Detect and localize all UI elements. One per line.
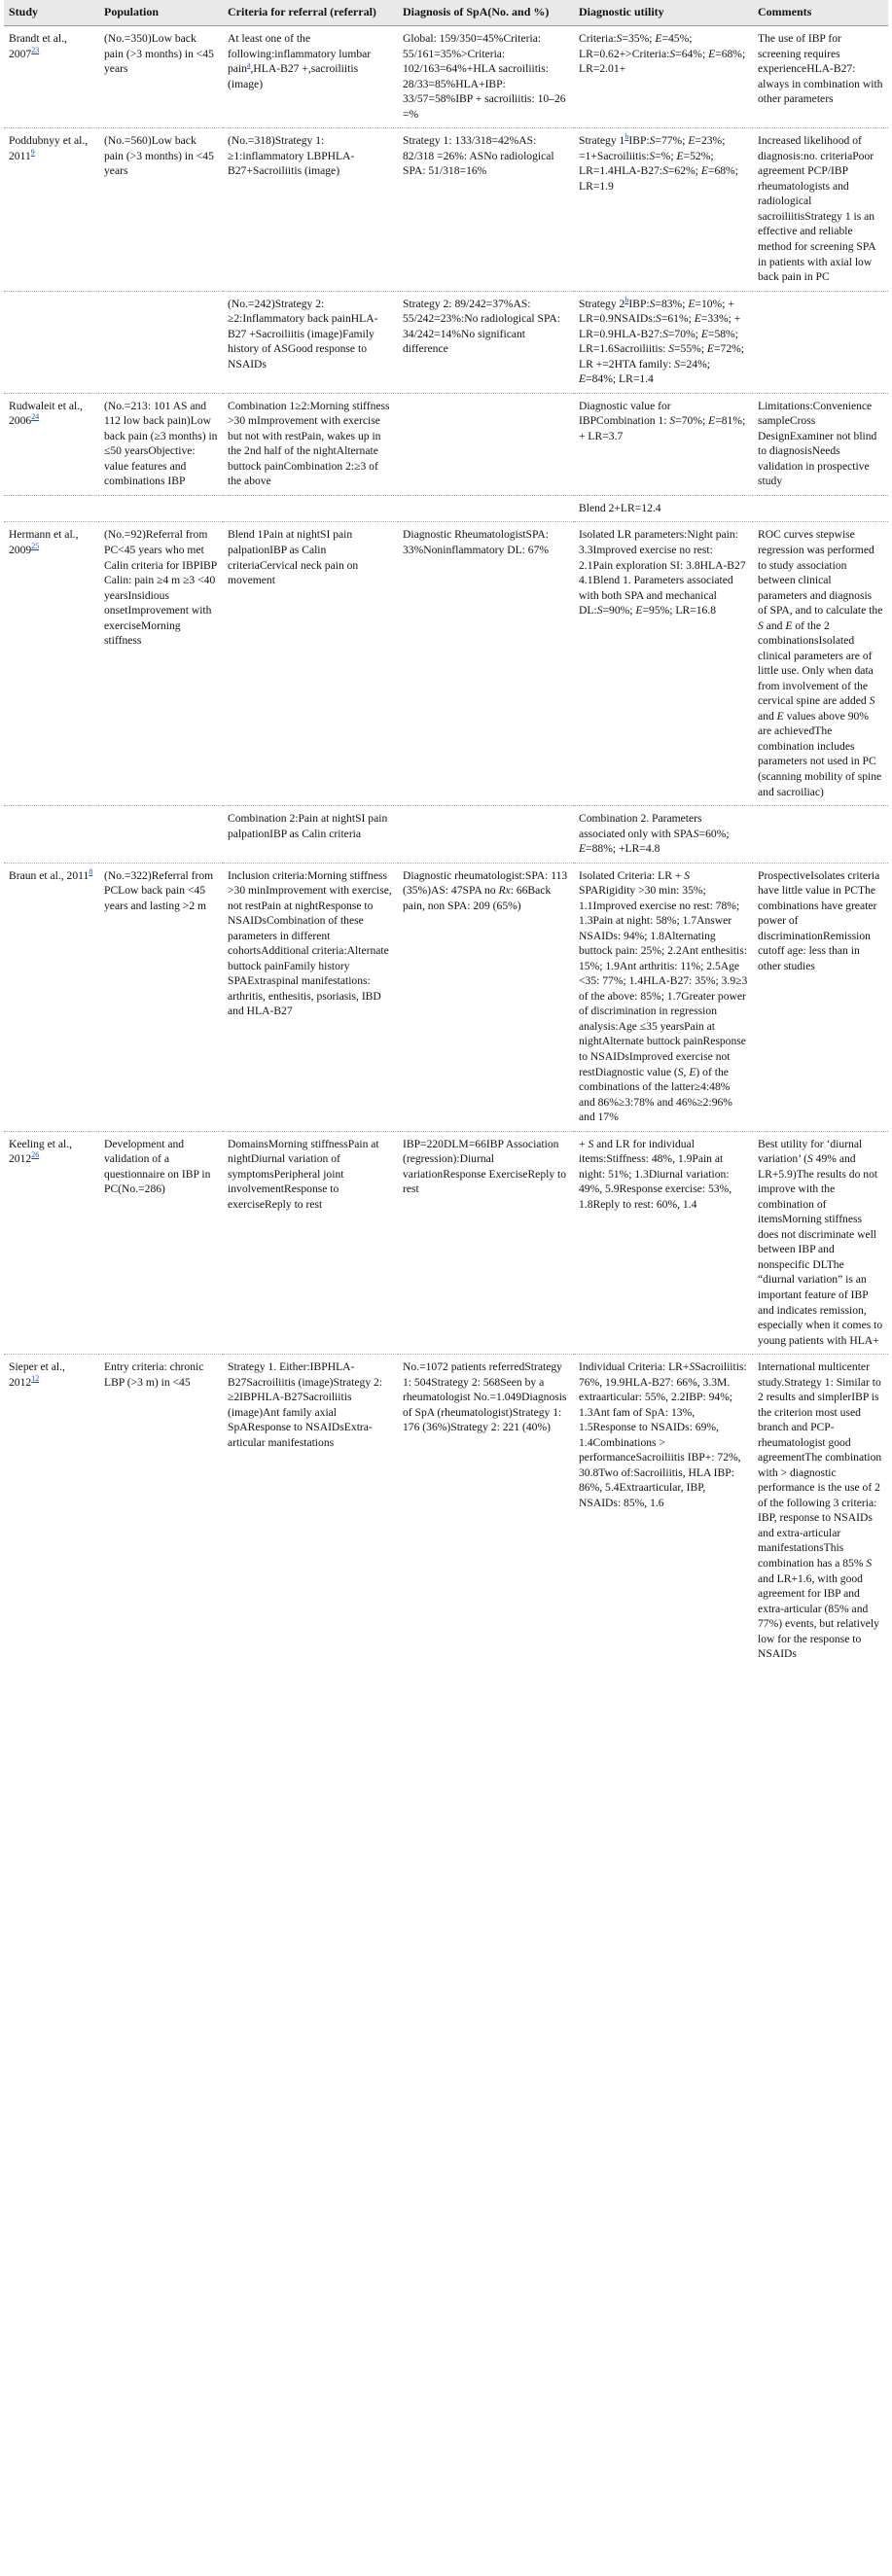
citation-ref-link[interactable]: 12 xyxy=(31,1373,40,1383)
cell-criteria xyxy=(223,495,398,522)
cell-study xyxy=(4,806,99,864)
cell-diagnosis: Diagnostic RheumatologistSPA: 33%Noninflammatory DL: 67% xyxy=(398,522,574,806)
italic-text: E xyxy=(694,312,701,326)
italic-text: S xyxy=(588,1137,594,1150)
cell-study xyxy=(4,495,99,522)
cell-text: and LR for individual items:Stiffness: 48%, 1.9Pain at night: 51%; 1.3Diurnal variation: 49%, 5.9Response exercise: 53%, 1.8Reply to rest: 60%, 1.4 xyxy=(579,1137,732,1211)
italic-text: E xyxy=(688,297,696,310)
table-row xyxy=(4,291,888,393)
col-header-comments: Comments xyxy=(753,0,888,26)
cell-text: =81%; + LR=3.7 xyxy=(579,414,746,442)
col-header-population: Population xyxy=(99,0,223,26)
table-row xyxy=(4,522,888,806)
col-header-diagnosis: Diagnosis of SpA(No. and %) xyxy=(398,0,574,26)
cell-utility xyxy=(574,1131,753,1354)
cell-text: =55%; xyxy=(674,342,707,356)
cell-diagnosis xyxy=(398,495,574,522)
cell-diagnosis: Global: 159/350=45%Criteria: 55/161=35%>Criteria: 102/163=64%+HLA sacroiliitis: 28/33=85%HLA+IBP: 33/57=58%IBP + sacroiliitis: 10–26 =% xyxy=(398,26,574,128)
cell-study xyxy=(4,1355,99,1668)
cell-study xyxy=(4,1131,99,1354)
italic-text: S xyxy=(693,827,699,840)
cell-comments xyxy=(753,291,888,393)
cell-text: =52%; LR=1.4HLA-B27: xyxy=(579,149,714,178)
cell-study xyxy=(4,522,99,806)
study-name: Poddubnyy et al., 2011 xyxy=(9,134,89,162)
cell-text: =62%; xyxy=(667,164,701,178)
cell-text: =77%; xyxy=(655,134,689,148)
cell-text: International multicenter study.Strategy 1: Similar to 2 results and simplerIBP is the criterion most used branch and PCP-rheumatologist good agreementThe combination with > diagnostic performance is the use of 2 of the following 3 criteria: IBP, response to NSAIDs and extra-articular manifestationsThis combination has a 85% xyxy=(758,1360,882,1570)
cell-text: ) of the combinations of the latter≥4:48% and 86%≥3:78% and 46%≥2:96% and 17% xyxy=(579,1065,732,1124)
italic-text: E xyxy=(689,1065,696,1078)
cell-text: Individual Criteria: LR+ xyxy=(579,1360,690,1374)
table-row xyxy=(4,393,888,495)
cell-population: (No.=92)Referral from PC<45 years who met Calin criteria for IBPIBP Calin: pain ≥4 m ≥3 <40 yearsInsidious onsetImprovement with exerciseMorning stiffness xyxy=(99,522,223,806)
cell-comments xyxy=(753,1131,888,1354)
cell-text: =68%; LR=2.01+ xyxy=(579,47,746,76)
cell-utility xyxy=(574,1355,753,1668)
cell-utility xyxy=(574,26,753,128)
italic-text: E xyxy=(776,709,784,723)
cell-text: =58%; LR=1.6Sacroiliitis: xyxy=(579,327,738,356)
italic-text: S xyxy=(669,414,676,428)
cell-population xyxy=(99,806,223,864)
cell-population: Entry criteria: chronic LBP (>3 m) in <45 xyxy=(104,1360,204,1389)
cell-diagnosis: No.=1072 patients referredStrategy 1: 504Strategy 2: 568Seen by a rheumatologist No.=1.049Diagnosis of SpA (rheumatologist)Strategy 1: 176 (36%)Strategy 2: 221 (40%) xyxy=(403,1360,567,1434)
italic-text: S xyxy=(662,164,668,178)
italic-text: S xyxy=(649,149,656,162)
citation-ref-link[interactable]: 8 xyxy=(89,866,93,876)
italic-text: S xyxy=(758,618,764,632)
cell-study xyxy=(4,128,99,291)
cell-comments: The use of IBP for screening requires experienceHLA-B27: always in combination with other parameters xyxy=(753,26,888,128)
cell-text: =45%; LR=0.62+>Criteria: xyxy=(579,32,693,60)
cell-diagnosis xyxy=(398,806,574,864)
cell-text: Isolated LR parameters:Night pain: 3.3Improved exercise no rest: 2.1Pain exploration SI: 3.8HLA-B27 4.1Blend 1. Parameters associated with both SPA and mechanical DL: xyxy=(579,528,746,618)
cell-text: Inclusion criteria:Morning stiffness >30 minImprovement with exercise, not restPain at nightResponse to NSAIDsCombination of these parameters in different cohortsAdditional criteria:Alternate buttock painFamily history SPAExtraspinal manifestations: arthritis, enthesitis, psoriasis, IBD and HLA-B27 xyxy=(228,868,392,1018)
italic-text: S xyxy=(669,47,676,60)
studies-table xyxy=(4,0,888,1668)
cell-criteria xyxy=(223,1131,398,1354)
cell-utility xyxy=(574,128,753,291)
cell-utility xyxy=(574,495,753,522)
italic-text: E xyxy=(688,134,696,148)
italic-text: Rx xyxy=(498,884,511,898)
italic-text: E xyxy=(655,32,662,46)
italic-text: S xyxy=(869,694,875,708)
cell-text: Combination 2:Pain at nightSI pain palpationIBP as Calin criteria xyxy=(228,812,388,840)
cell-diagnosis xyxy=(398,393,574,495)
italic-text: S xyxy=(689,1360,696,1374)
cell-text: =68%; LR=1.9 xyxy=(579,164,738,193)
italic-text: E xyxy=(700,327,708,340)
cell-utility xyxy=(574,863,753,1131)
cell-utility xyxy=(574,806,753,864)
cell-text: and xyxy=(763,618,786,632)
cell-population: (No.=560)Low back pain (>3 months) in <45 years xyxy=(99,128,223,291)
cell-text: =10%; + LR=0.9NSAIDs: xyxy=(579,297,734,326)
italic-text: S xyxy=(684,868,691,882)
cell-text: and LR+1.6, with good agreement for IBP and extra-articular (85% and 77%) events, but relatively low for the response to NSAIDs xyxy=(758,1571,879,1661)
study-name: Rudwaleit et al., 2006 xyxy=(9,399,83,428)
cell-text: ROC curves stepwise regression was performed to study association between clinical parameters and diagnosis of SPA, and to calculate the xyxy=(758,528,883,618)
cell-text: 49% and LR+5.9)The results do not improve with the combination of itemsMorning stiffness does not discriminate well between IBP and nonspecific DLThe “diurnal variation” is an important feature of IBP and indicates remission, especially when it comes to young patients with HLA+ xyxy=(758,1152,883,1347)
italic-text: S xyxy=(677,1065,684,1078)
cell-criteria xyxy=(223,26,398,128)
cell-text: Strategy 2 xyxy=(579,297,625,310)
cell-diagnosis xyxy=(398,863,574,1131)
citation-ref-link[interactable]: 24 xyxy=(31,412,40,422)
table-row xyxy=(4,863,888,1131)
cell-study xyxy=(4,393,99,495)
cell-text: Strategy 1. Either:IBPHLA-B27Sacroiliitis (image)Strategy 2: ≥2IBPHLA-B27Sacroiliitis (image)Ant family axial SpAResponse to NSAIDsExtra-articular manifestations xyxy=(228,1360,383,1449)
col-header-utility: Diagnostic utility xyxy=(574,0,753,26)
cell-text: Blend 2+LR=12.4 xyxy=(579,501,661,514)
cell-text: IBP: xyxy=(628,134,650,148)
cell-study xyxy=(4,863,99,1131)
cell-text: =61%; xyxy=(660,312,695,326)
cell-text: =95%; LR=16.8 xyxy=(642,604,717,618)
cell-criteria xyxy=(223,863,398,1131)
cell-text: of the 2 combinationsIsolated clinical parameters are of little use. Only when data from involvement of the cervical spine are added xyxy=(758,618,874,708)
cell-text: (No.=242)Strategy 2: ≥2:Inflammatory back painHLA-B27 +Sacroiliitis (image)Family history of ASGood response to NSAIDs xyxy=(228,297,378,371)
cell-criteria xyxy=(223,128,398,291)
study-name: Keeling et al., 2012 xyxy=(9,1137,73,1166)
footnote-ref-link[interactable]: b xyxy=(624,132,629,142)
cell-text: Combination 1≥2:Morning stiffness >30 mImprovement with exercise but not with restPain, wakes up in the 2nd half of the nightAlternate buttock painCombination 2:≥3 of the above xyxy=(228,399,390,488)
cell-text: Blend 1Pain at nightSI pain palpationIBP as Calin criteriaCervical neck pain on movement xyxy=(228,528,359,587)
cell-study xyxy=(4,291,99,393)
italic-text: E xyxy=(708,414,716,428)
italic-text: E xyxy=(706,342,715,356)
cell-text: =70%; xyxy=(675,414,709,428)
cell-population: (No.=213: 101 AS and 112 low back pain)Low back pain (≥3 months) in ≤50 yearsObjective: value features and combinations IBP xyxy=(99,393,223,495)
cell-criteria xyxy=(223,291,398,393)
table-row xyxy=(4,1131,888,1354)
footnote-ref-link[interactable]: b xyxy=(624,295,629,304)
cell-text: =24%; xyxy=(679,357,710,371)
cell-criteria xyxy=(223,393,398,495)
cell-text: =70%; xyxy=(667,327,701,340)
italic-text: S xyxy=(866,1557,873,1570)
cell-comments xyxy=(753,522,888,806)
cell-comments xyxy=(753,1355,888,1668)
cell-text: values above 90% are achievedThe combination includes parameters not used in PC (scanning mobility of spine and sacroiliac) xyxy=(758,709,882,798)
cell-study xyxy=(4,26,99,128)
italic-text: S xyxy=(806,1152,813,1166)
cell-text: =60%; xyxy=(698,827,730,840)
col-header-study: Study xyxy=(4,0,99,26)
study-name: Brandt et al., 2007 xyxy=(9,32,67,60)
cell-text: Strategy 1 xyxy=(579,134,625,148)
col-header-criteria: Criteria for referral (referral) xyxy=(223,0,398,26)
cell-population xyxy=(99,495,223,522)
cell-text: =35%; xyxy=(622,32,656,46)
table-row xyxy=(4,26,888,128)
study-name: Sieper et al., 2012 xyxy=(9,1360,65,1389)
table-row xyxy=(4,128,888,291)
italic-text: E xyxy=(708,47,716,60)
italic-text: E xyxy=(785,618,793,632)
cell-population xyxy=(99,291,223,393)
cell-population: Development and validation of a questionnaire on IBP in PC(No.=286) xyxy=(99,1131,223,1354)
table-body xyxy=(4,26,888,1668)
italic-text: S xyxy=(649,134,656,148)
italic-text: S xyxy=(656,312,661,326)
cell-text: Diagnostic value for IBPCombination 1: xyxy=(579,399,671,428)
italic-text: E xyxy=(700,164,708,178)
italic-text: E xyxy=(676,149,684,162)
cell-text: =90%; xyxy=(602,604,636,618)
cell-text: =83%; xyxy=(655,297,689,310)
italic-text: S xyxy=(596,604,603,618)
table-row xyxy=(4,495,888,522)
cell-criteria xyxy=(223,1355,398,1668)
italic-text: E xyxy=(579,842,587,856)
italic-text: S xyxy=(649,297,656,310)
cell-text: Sacroiliitis: 76%, 19.9HLA-B27: 66%, 3.3M. extraarticular: 55%, 2.2IBP: 94%; 1.3Ant fam of SpA: 13%, 1.5Response to NSAIDs: 69%, 1.4Combinations > performanceSacroiliitis IBP+: 72%, 30.8Two of:Sacroiliitis, HLA IBP: 86%, 5.4Extraarticular, IBP, NSAIDs: 85%, 1.6 xyxy=(579,1360,747,1509)
italic-text: S xyxy=(662,327,668,340)
cell-text: =72%; LR +=2HTA family: xyxy=(579,342,745,371)
header-row xyxy=(4,0,888,26)
italic-text: S xyxy=(674,357,680,371)
cell-text: (No.=318)Strategy 1: ≥1:inflammatory LBPHLA-B27+Sacroiliitis (image) xyxy=(228,134,355,178)
cell-text: =84%; LR=1.4 xyxy=(586,372,654,386)
table-row xyxy=(4,806,888,864)
cell-utility xyxy=(574,291,753,393)
cell-comments: Increased likelihood of diagnosis:no. criteriaPoor agreement PCP/IBP rheumatologists and radiological sacroiliitisStrategy 1 is an effective and reliable method for screening SPA in patients with axial low back pain in PC xyxy=(753,128,888,291)
cell-text: =88%; +LR=4.8 xyxy=(586,842,660,856)
cell-text: Criteria: xyxy=(579,32,617,46)
italic-text: S xyxy=(668,342,674,356)
cell-text: ,HLA-B27 +,sacroiliitis (image) xyxy=(228,62,359,90)
cell-text: Combination 2. Parameters associated only with SPA xyxy=(579,812,702,840)
citation-ref-link[interactable]: 25 xyxy=(31,542,40,551)
cell-diagnosis: Strategy 2: 89/242=37%AS: 55/242=23%:No radiological SPA: 34/242=14%No significant difference xyxy=(398,291,574,393)
cell-text: Isolated Criteria: LR + xyxy=(579,868,685,882)
citation-ref-link[interactable]: 23 xyxy=(31,45,40,54)
cell-text: =33%; + LR=0.9HLA-B27: xyxy=(579,312,741,340)
citation-ref-link[interactable]: 9 xyxy=(30,147,35,157)
cell-diagnosis: Strategy 1: 133/318=42%AS: 82/318 =26%: ASNo radiological SPA: 51/318=16% xyxy=(398,128,574,291)
table-row xyxy=(4,1355,888,1668)
cell-text: + xyxy=(579,1137,589,1150)
cell-comments xyxy=(753,495,888,522)
study-name: Braun et al., 2011 xyxy=(9,868,89,882)
cell-comments xyxy=(753,806,888,864)
italic-text: E xyxy=(635,604,643,618)
cell-text: Diagnostic rheumatologist:SPA: 113 (35%)AS: 47SPA no xyxy=(403,868,568,898)
cell-text: Best utility for ‘diurnal variation’ ( xyxy=(758,1137,863,1166)
cell-diagnosis: IBP=220DLM=66IBP Association (regression):Diurnal variationResponse ExerciseReply to rest xyxy=(398,1131,574,1354)
cell-utility xyxy=(574,522,753,806)
cell-text: DomainsMorning stiffnessPain at nightDiurnal variation of symptomsPeripheral joint involvementResponse to exerciseReply to rest xyxy=(228,1137,379,1211)
cell-text: SPARigidity >30 min: 35%; 1.1Improved exercise no rest: 78%; 1.3Pain at night: 58%; 1.7Answer NSAIDs: 94%; 1.8Alternating buttock pain: 25%; 2.2Ant enthesitis: 15%; 1.9Ant arthritis: 11%; 2.5Age <35: 77%; 1.4HLA-B27: 35%; 3.9≥3 of the above: 85%; 1.7Greater power of discrimination in regression analysis:Age ≤35 yearsPain at nightAlternate buttock painResponse to NSAIDsImproved exercise not restDiagnostic value ( xyxy=(579,884,748,1078)
cell-comments: Limitations:Convenience sampleCross DesignExaminer not blind to diagnosisNeeds validation in prospective study xyxy=(753,393,888,495)
cell-text: =23%; =1+Sacroiliitis: xyxy=(579,134,726,162)
cell-population: (No.=350)Low back pain (>3 months) in <45 years xyxy=(99,26,223,128)
cell-text: IBP: xyxy=(628,297,650,310)
cell-criteria xyxy=(223,806,398,864)
italic-text: E xyxy=(579,372,587,386)
cell-utility xyxy=(574,393,753,495)
italic-text: S xyxy=(616,32,623,46)
cell-comments: ProspectiveIsolates criteria have little value in PCThe combinations have greater power of discriminationRemission cutoff age: less than in other studies xyxy=(753,863,888,1131)
cell-text: =%; xyxy=(655,149,677,162)
study-name: Hermann et al., 2009 xyxy=(9,528,79,557)
footnote-ref-link[interactable]: a xyxy=(246,60,251,70)
cell-text: =64%; xyxy=(675,47,709,60)
cell-text: At least one of the following:inflammatory lumbar pain xyxy=(228,32,372,76)
cell-text: : 66Back pain, non SPA: 209 (65%) xyxy=(403,884,552,912)
cell-population: (No.=322)Referral from PCLow back pain <45 years and lasting >2 m xyxy=(99,863,223,1131)
cell-text: , xyxy=(683,1065,690,1078)
citation-ref-link[interactable]: 26 xyxy=(31,1150,40,1160)
cell-text: and xyxy=(758,709,777,723)
cell-criteria xyxy=(223,522,398,806)
